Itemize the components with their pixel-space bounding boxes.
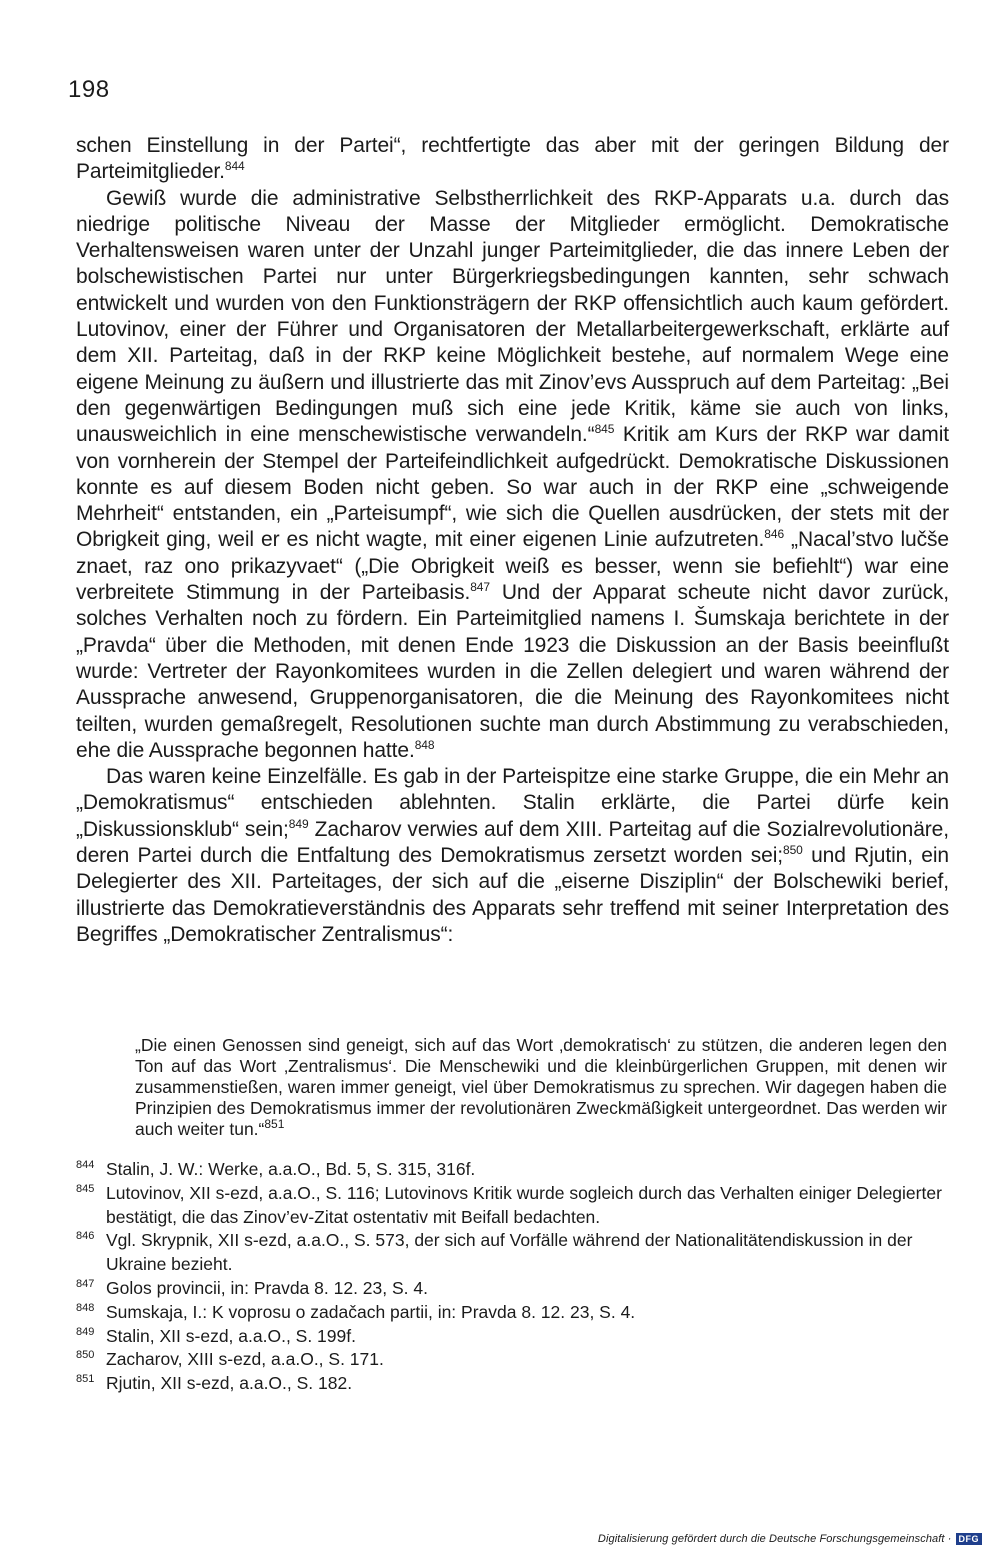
text-run: Gewiß wurde die administrative Selbstherrlichkeit des RKP-Apparats u.a. durch das niedrige politische Niveau der Masse der Mitglieder ermöglicht. Demokratische Verhaltensweisen waren unter der Unzahl junger Parteimitglieder, die das innere Leben der bolschewistischen Partei nur unter Bürgerkriegsbedingungen kannten, sehr schwach entwickelt und wurden von den Funktionsträgern der RKP offensichtlich auch kaum gefördert. Lutovinov, einer der Führer und Organisatoren der Metallarbeitergewerkschaft, erklärte auf dem XII. Parteitag, daß in der RKP keine Möglichkeit bestehe, auf normalem Wege eine eigene Meinung zu äußern und illustrierte das mit Zinov’evs Ausspruch auf dem Parteitag: „Bei den gegenwärtigen Bedingungen muß sich eine jede Kritik, käme sie auch von links, unausweichlich in eine menschewistische verwandeln.“ bbox=[76, 186, 949, 447]
footnote-text: Stalin, J. W.: Werke, a.a.O., Bd. 5, S. 315, 316f. bbox=[106, 1159, 476, 1179]
footnote-ref[interactable]: 848 bbox=[414, 737, 435, 752]
footnote-text: Rjutin, XII s-ezd, a.a.O., S. 182. bbox=[106, 1373, 353, 1394]
footnote bbox=[76, 1158, 949, 1182]
footnote-number: 845 bbox=[76, 1182, 95, 1195]
footnote bbox=[76, 1277, 949, 1301]
page-number: 198 bbox=[68, 76, 110, 103]
footnote-text: Sumskaja, I.: K voprosu o zadačach partii, in: Pravda 8. 12. 23, S. 4. bbox=[106, 1301, 636, 1322]
footnote-text: Golos provincii, in: Pravda 8. 12. 23, S. 4. bbox=[106, 1277, 428, 1298]
footnote-number: 847 bbox=[76, 1277, 95, 1290]
footnote-number: 850 bbox=[76, 1349, 95, 1362]
dfg-logo: DFG bbox=[956, 1533, 983, 1545]
footnote-ref[interactable]: 845 bbox=[594, 422, 615, 437]
footer-credit bbox=[598, 1533, 982, 1545]
footnote bbox=[76, 1325, 949, 1349]
text-run: „Nacal’stvo lučše znaet, raz ono prikazyvaet“ („Die Obrigkeit weiß es besser, wenn sie befiehlt“) war eine verbreitete Stimmung in der Parteibasis. bbox=[76, 528, 949, 605]
blockquote bbox=[135, 1035, 947, 1140]
text-run: „Die einen Genossen sind geneigt, sich auf das Wort ‚demokratisch‘ zu stützen, die anderen legen den Ton auf das Wort ‚Zentralismus‘. Die Menschewiki und die kleinbürgerlichen Gruppen, mit denen wir zusammenstießen, waren immer geneigt, viel über Demokratismus zu sprechen. Wir dagegen haben die Prinzipien des Demokratismus immer der revolutionären Zweckmäßigkeit untergeordnet. Das werden wir auch weiter tun.“ bbox=[135, 1035, 947, 1139]
footnote-ref[interactable]: 844 bbox=[224, 159, 245, 174]
footnote-number: 848 bbox=[76, 1301, 95, 1314]
footnote bbox=[76, 1301, 949, 1325]
footnote-text: Lutovinov, XII s-ezd, a.a.O., S. 116; Lutovinovs Kritik wurde sogleich durch das Verhalten einiger Delegierter bestätigt, die das Zinov’ev-Zitat ostentativ mit Beifall bedachten. bbox=[106, 1182, 942, 1227]
text-run: Kritik am Kurs der RKP war damit von vornherein der Stempel der Parteifeindlichkeit aufgedrückt. Demokratische Diskussionen konnte es auf diesem Boden nicht geben. So war auch in der RKP eine „schweigende Mehrheit“ entstanden, ein „Parteisumpf“, wie sich die Quellen ausdrücken, der stets mit der Obrigkeit ging, weil er es nicht wagte, mit einer eigenen Linie aufzutreten. bbox=[76, 423, 950, 552]
footnote bbox=[76, 1229, 949, 1277]
text-run: Das waren keine Einzelfälle. Es gab in der Parteispitze eine starke Gruppe, die ein Mehr an „Demokratismus“ entschieden ablehnten. Stalin erklärte, die Partei dürfe kein „Diskussionsklub“ sein; bbox=[76, 765, 949, 841]
text-run: und Rjutin, ein Delegierter des XII. Parteitages, der sich auf die „eiserne Disziplin“ der Bolschewiki berief, illustrierte das Demokratieverständnis des Apparats sehr treffend mit seiner Interpretation des Begriffes „Demokratischer Zentralismus“: bbox=[76, 844, 949, 946]
footnote bbox=[76, 1182, 949, 1230]
footnote bbox=[76, 1348, 949, 1372]
footnote-number: 851 bbox=[76, 1373, 95, 1386]
footnote-ref[interactable]: 851 bbox=[264, 1117, 285, 1132]
footnote-text: Vgl. Skrypnik, XII s-ezd, a.a.O., S. 573, der sich auf Vorfälle während der Nationalitätendiskussion in der Ukraine bezieht. bbox=[106, 1230, 913, 1275]
footnote-ref[interactable]: 847 bbox=[470, 580, 490, 595]
footnote-number: 849 bbox=[76, 1325, 95, 1338]
footnote-ref[interactable]: 849 bbox=[288, 816, 309, 831]
text-run: Zacharov verwies auf dem XIII. Parteitag auf die Sozialrevolutionäre, deren Partei durch die Entfaltung des Demokratismus zersetzt worden sei; bbox=[76, 817, 949, 868]
body-text bbox=[76, 133, 949, 948]
paragraph bbox=[76, 186, 949, 765]
text-run: Und der Apparat scheute nicht davor zurück, solches Verhalten noch zu fördern. Ein Parteimitglied namens I. Šumskaja berichtete in der „Pravda“ über die Methoden, mit denen Ende 1923 die Diskussion an der Basis beeinflußt wurde: Vertreter der Rayonkomitees wurden in die Zellen delegiert und waren während der Aussprache anwesend, Gruppenorganisatoren, die die Meinung des Rayonkomitees nicht teilten, wurden gemaßregelt, Resolutionen suchte man durch Abstimmung zu verabschieden, ehe die Aussprache begonnen hatte. bbox=[76, 581, 949, 762]
footnote-number: 846 bbox=[76, 1230, 95, 1243]
footnotes bbox=[76, 1158, 949, 1396]
footnote-text: Zacharov, XIII s-ezd, a.a.O., S. 171. bbox=[106, 1349, 384, 1370]
footnote-number: 844 bbox=[76, 1159, 95, 1171]
paragraph bbox=[76, 133, 949, 186]
footer-credit-text: Digitalisierung gefördert durch die Deutsche Forschungsgemeinschaft · bbox=[597, 1533, 952, 1545]
footnote-ref[interactable]: 850 bbox=[783, 843, 803, 858]
footnote-text: Stalin, XII s-ezd, a.a.O., S. 199f. bbox=[106, 1325, 356, 1346]
paragraph bbox=[76, 764, 949, 948]
text-run: schen Einstellung in der Partei“, rechtfertigte das aber mit der geringen Bildung der Parteimitglieder. bbox=[76, 134, 949, 184]
footnote bbox=[76, 1372, 949, 1396]
footnote-ref[interactable]: 846 bbox=[764, 527, 785, 542]
